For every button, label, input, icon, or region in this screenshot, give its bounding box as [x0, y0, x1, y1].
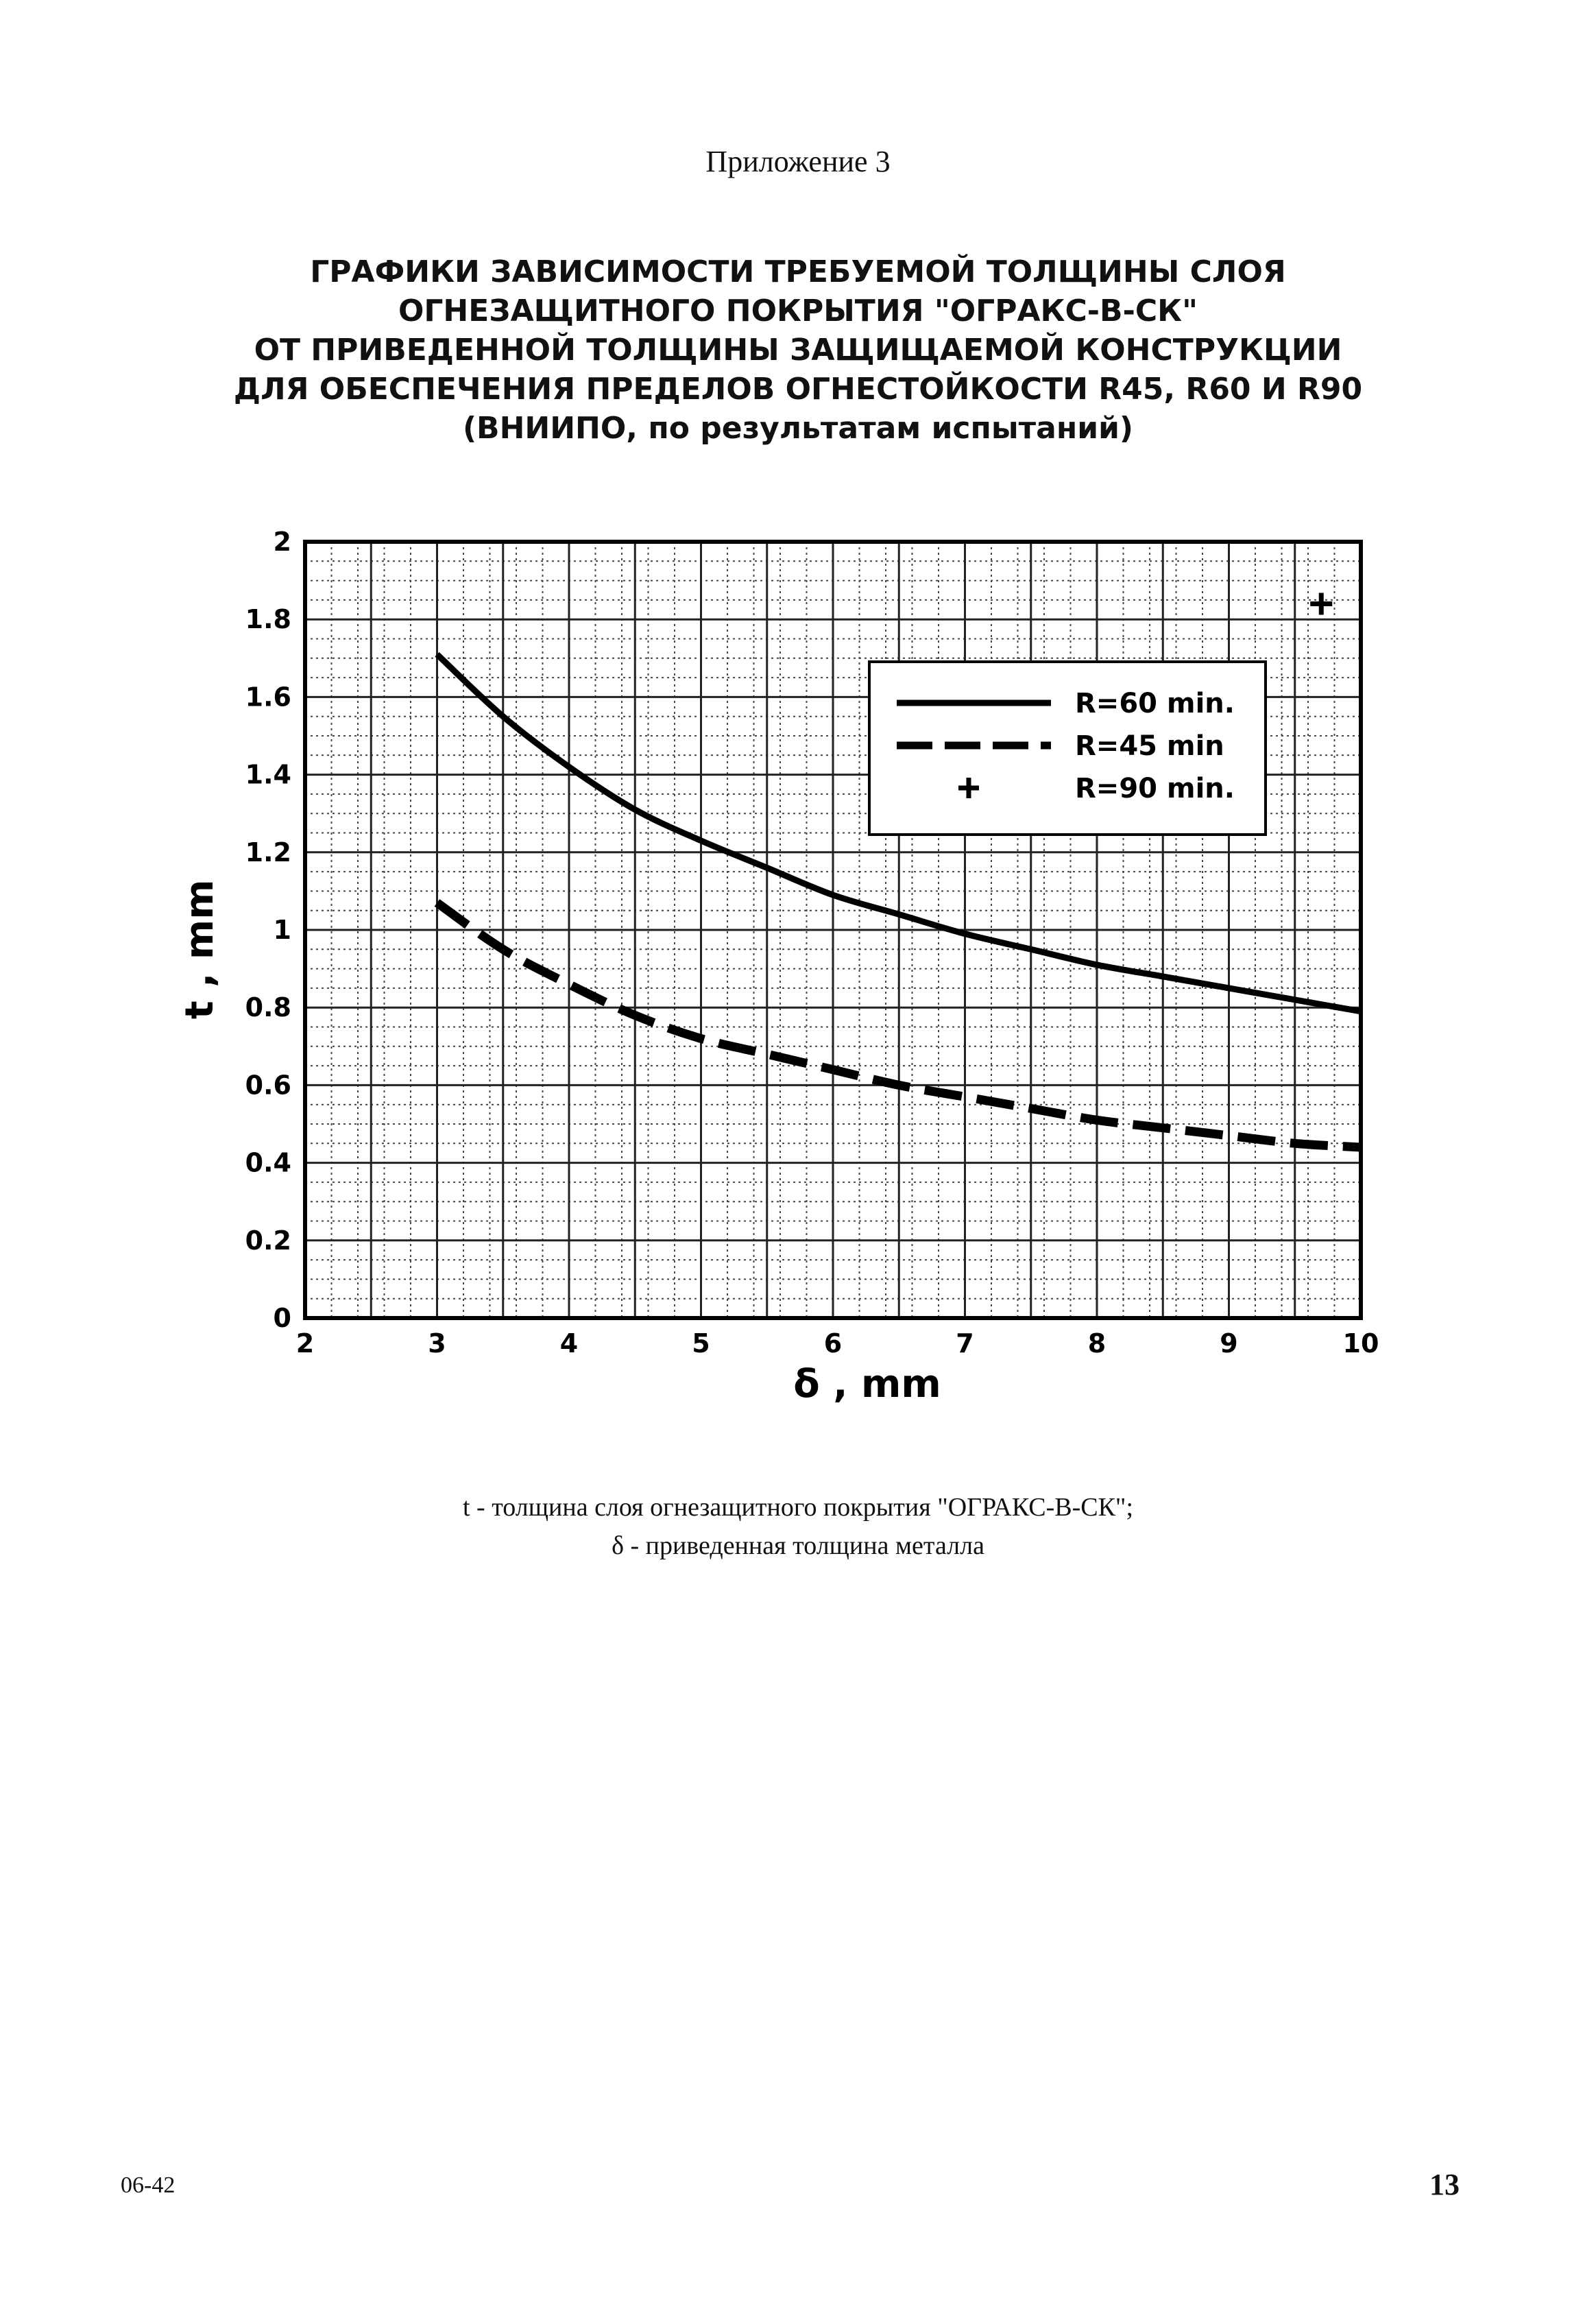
y-tick-label: 1.8 — [245, 604, 291, 635]
x-axis-label: δ , mm — [793, 1362, 941, 1407]
appendix-label: Приложение 3 — [705, 145, 891, 178]
y-tick-label: 2 — [273, 527, 291, 557]
title-line: ОТ ПРИВЕДЕННОЙ ТОЛЩИНЫ ЗАЩИЩАЕМОЙ КОНСТРУКЦИИ — [254, 333, 1342, 368]
x-tick-label: 6 — [823, 1328, 843, 1359]
y-tick-label: 0.4 — [245, 1147, 291, 1178]
axis-ticks — [245, 527, 1379, 1359]
x-tick-label: 4 — [559, 1328, 579, 1359]
title-line: ОГНЕЗАЩИТНОГО ПОКРЫТИЯ "ОГРАКС-В-СК" — [398, 294, 1198, 328]
caption-line-thickness: t - толщина слоя огнезащитного покрытия "ОГРАКС-В-СК"; — [462, 1493, 1134, 1522]
x-tick-label: 5 — [692, 1328, 710, 1359]
legend-label: R=45 min — [1075, 730, 1224, 762]
page-number: 13 — [1429, 2168, 1460, 2201]
legend-label: R=60 min. — [1075, 688, 1235, 719]
y-tick-label: 1.4 — [245, 759, 291, 790]
y-tick-label: 0 — [273, 1303, 291, 1333]
x-tick-label: 7 — [956, 1328, 974, 1359]
document-title — [0, 252, 1596, 448]
thickness-chart — [0, 507, 1596, 1420]
y-tick-label: 1.2 — [245, 837, 291, 868]
y-tick-label: 0.2 — [245, 1225, 291, 1256]
title-line: ДЛЯ ОБЕСПЕЧЕНИЯ ПРЕДЕЛОВ ОГНЕСТОЙКОСТИ R45, R60 И R90 — [233, 372, 1363, 407]
document-code: 06-42 — [121, 2173, 176, 2198]
y-tick-label: 0.6 — [245, 1070, 291, 1101]
x-tick-label: 2 — [295, 1328, 315, 1359]
caption-line-delta: δ - приведенная толщина металла — [612, 1531, 984, 1560]
series-marker-r90 — [1310, 593, 1332, 615]
x-tick-label: 9 — [1220, 1328, 1238, 1359]
caption — [0, 1488, 1596, 1565]
title-line: (ВНИИПО, по результатам испытаний) — [462, 411, 1134, 446]
x-tick-label: 10 — [1342, 1328, 1379, 1359]
x-tick-label: 8 — [1087, 1328, 1107, 1359]
legend — [869, 662, 1266, 835]
y-tick-label: 0.8 — [245, 992, 291, 1023]
y-axis-label: t , mm — [178, 879, 222, 1020]
title-line: ГРАФИКИ ЗАВИСИМОСТИ ТРЕБУЕМОЙ ТОЛЩИНЫ СЛОЯ — [310, 254, 1286, 289]
y-tick-label: 1.6 — [245, 682, 291, 713]
y-tick-label: 1 — [273, 915, 291, 945]
x-tick-label: 3 — [428, 1328, 446, 1359]
legend-label: R=90 min. — [1075, 773, 1235, 804]
